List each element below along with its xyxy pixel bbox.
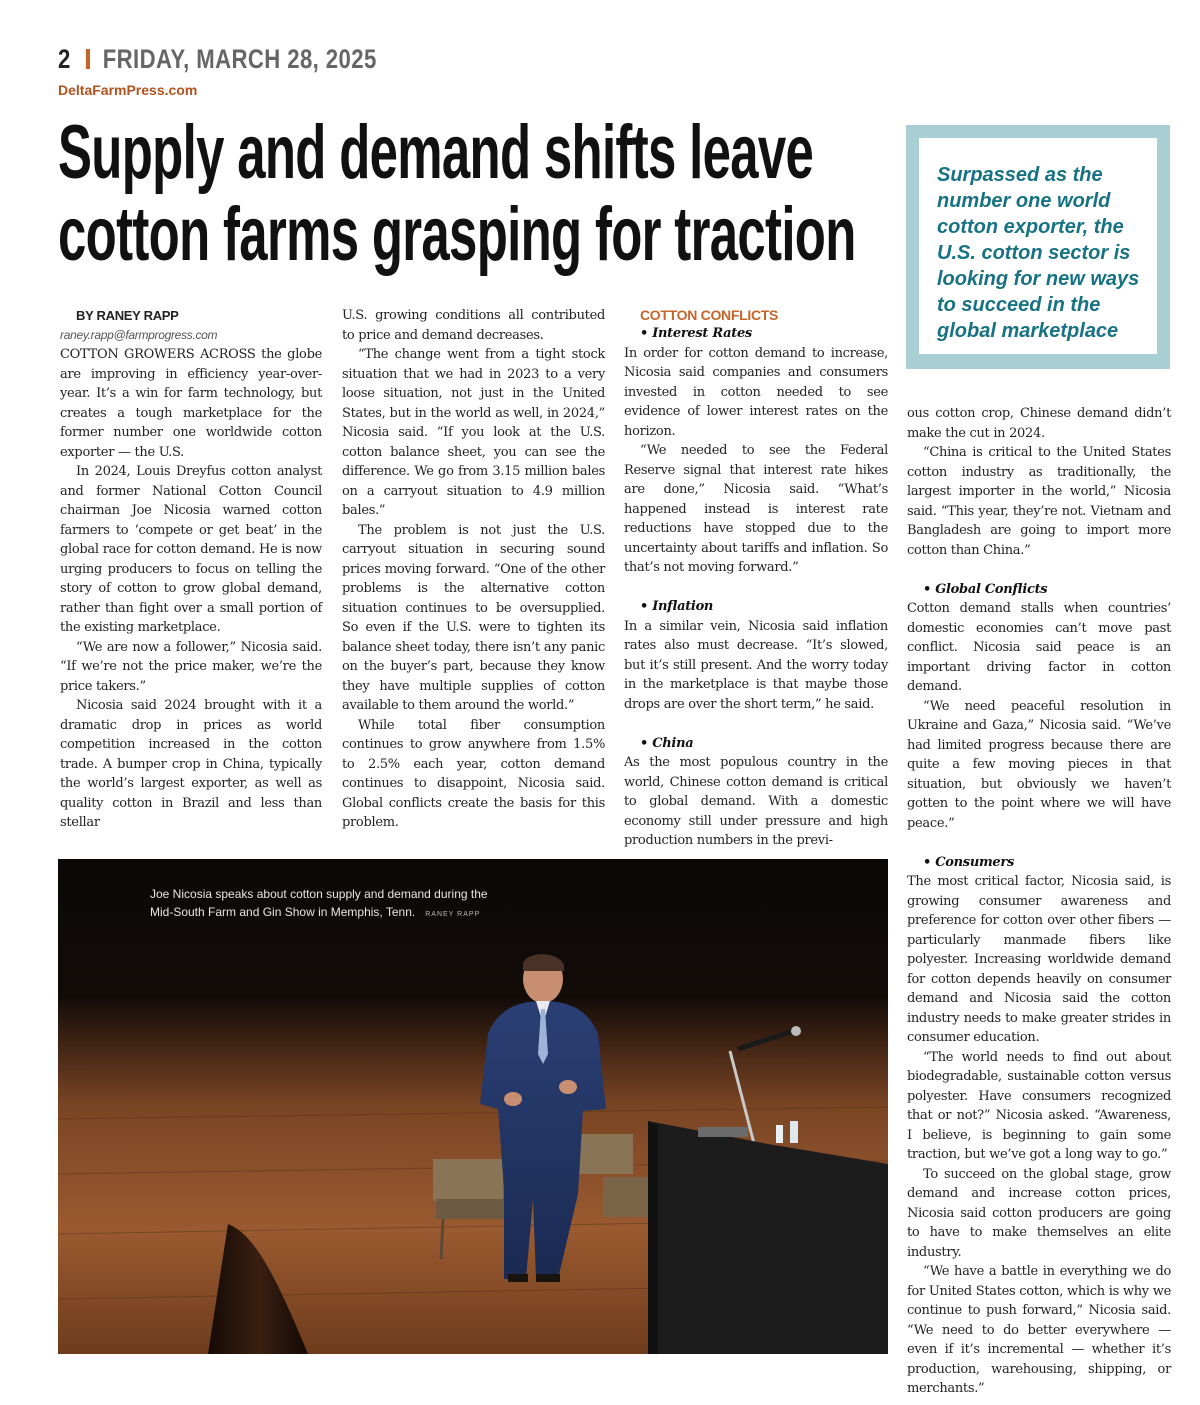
paragraph: “We need peaceful resolution in Ukraine and Gaza,” Nicosia said. “We’ve had limited progress because there are quite a few moving pieces in that situation, but obviously we haven’t gotten to the point where we will have peace.” (907, 698, 1171, 831)
stage-photo-illustration (58, 859, 888, 1354)
byline: BY RANEY RAPP (76, 308, 179, 323)
paragraph: “We have a battle in everything we do for United States cotton, which is why we continue to push forward,” Nicosia said. “We need to do better everywhere — even if it’s incremental — whether it’s production, warehousing, shipping, or merchants.” (907, 1264, 1171, 1396)
subhead-china: • China (640, 735, 694, 751)
author-email[interactable]: raney.rapp@farmprogress.com (60, 327, 218, 342)
paragraph: U.S. growing conditions all contributed to price and demand decreases. (342, 308, 605, 343)
pull-quote: Surpassed as the number one world cotton exporter, the U.S. cotton sector is looking for new ways to succeed in the global marketplace (937, 164, 1140, 342)
article-column-3 (624, 306, 888, 851)
paragraph: In 2024, Louis Dreyfus cotton analyst and former National Cotton Council chairman Joe Nicosia warned cotton farmers to ‘compete or get beat’ in the global race for cotton demand. He is now urging producers to focus on telling the story of cotton to grow global demand, rather than fight over a small portion of the existing marketplace. (60, 464, 322, 635)
paragraph: ous cotton crop, Chinese demand didn’t make the cut in 2024. (907, 406, 1171, 441)
paragraph: While total fiber consumption continues to grow anywhere from 1.5% to 2.5% each year, cotton demand continues to disappoint, Nicosia said. Global conflicts create the basis for this problem. (342, 717, 605, 830)
article-column-4 (907, 404, 1171, 1399)
subhead-consumers: • Consumers (923, 854, 1014, 870)
paragraph: “The world needs to find out about biodegradable, sustainable cotton versus polyester. Have consumers recognized that or not?” Nicosia asked. “Awareness, I believe, is beginning to gain some traction, but we’ve got a long way to go.” (907, 1049, 1171, 1162)
paragraph: As the most populous country in the world, Chinese cotton demand is critical to global demand. With a domestic economy still under pressure and high production numbers in the previ- (624, 755, 888, 848)
paragraph: Nicosia said 2024 brought with it a dramatic drop in prices as world competition increased in the cotton trade. A bumper crop in China, typically the world’s largest exporter, as well as quality cotton in Brazil and less than stellar (60, 698, 322, 830)
paragraph: The problem is not just the U.S. carryout situation in securing sound prices moving forward. “One of the other problems is the alternative cotton situation continues to be oversupplied. So even if the U.S. were to tighten its balance sheet today, there isn’t any panic on the buyer’s part, because they know they have multiple supplies of cotton available to them around the world.” (342, 522, 605, 713)
paragraph: In order for cotton demand to increase, Nicosia said companies and consumers invested in cotton needed to see evidence of lower interest rates on the horizon. (624, 345, 888, 439)
headline-line-2: cotton farms grasping for traction (58, 192, 856, 277)
site-link[interactable]: DeltaFarmPress.com (58, 82, 198, 98)
paragraph: COTTON GROWERS ACROSS the globe are improving in efficiency year-over-year. It’s a win for farm technology, but creates a tough marketplace for the former number one worldwide cotton exporter — the U.S. (60, 347, 322, 460)
caption-line-2-text: Mid-South Farm and Gin Show in Memphis, Tenn. (150, 905, 416, 919)
headline-line-1: Supply and demand shifts leave (58, 110, 814, 195)
paragraph: “The change went from a tight stock situation that we had in 2023 to a very loose situation, not just in the United States, but in the world as well, in 2024,” Nicosia said. “If you look at the U.S. cotton balance sheet, you can see the difference. We go from 3.15 million bales on a carryout situation to 4.9 million bales.” (342, 347, 605, 518)
issue-date: FRIDAY, MARCH 28, 2025 (102, 44, 377, 74)
folio-divider (85, 49, 89, 69)
headline (58, 112, 862, 276)
page-number: 2 (58, 44, 71, 74)
article-photo (58, 859, 888, 1354)
paragraph: Cotton demand stalls when countries’ domestic economies can’t move past conflict. Nicosia said peace is an important driving factor in cotton demand. (907, 601, 1171, 694)
paragraph: “China is critical to the United States cotton industry as traditionally, the largest importer in the world,” Nicosia said. “This year, they’re not. Vietnam and Bangladesh are going to import more cotton than China.” (907, 445, 1171, 558)
article-column-2 (342, 306, 605, 833)
paragraph: The most critical factor, Nicosia said, is growing consumer awareness and preference for cotton over other fibers — particularly manmade fibers like polyester. Increasing worldwide demand for cotton depends heavily on consumer demand and Nicosia said the cotton industry needs to make greater strides in consumer education. (907, 874, 1171, 1045)
spacer (624, 714, 888, 734)
subhead-interest-rates: • Interest Rates (640, 326, 752, 341)
page-folio (58, 44, 377, 75)
photo-credit: RANEY RAPP (425, 911, 481, 918)
subhead-inflation: • Inflation (640, 599, 714, 614)
paragraph: To succeed on the global stage, grow demand and increase cotton prices, Nicosia said cotton producers are going to have to make themselves an elite industry. (907, 1166, 1171, 1260)
spacer (907, 833, 1171, 853)
paragraph: “We are now a follower,” Nicosia said. “If we’re not the price maker, we’re the price takers.” (60, 639, 322, 694)
photo-caption-line-1: Joe Nicosia speaks about cotton supply and demand during the (150, 887, 488, 901)
spacer (907, 560, 1171, 580)
subhead-global-conflicts: • Global Conflicts (923, 581, 1048, 597)
spacer (624, 578, 888, 598)
paragraph: In a similar vein, Nicosia said inflation rates also must decrease. “It’s slowed, but it’s still present. And the worry today in the marketplace is that maybe those drops are over the short term,” he said. (624, 618, 888, 712)
article-column-1 (60, 306, 322, 833)
paragraph: “We needed to see the Federal Reserve signal that interest rate hikes are done,” Nicosia said. “What’s happened instead is interest rate reductions have stopped due to the uncertainty about tariffs and inflation. So that’s not moving forward.” (624, 443, 888, 575)
section-title: COTTON CONFLICTS (640, 307, 779, 323)
